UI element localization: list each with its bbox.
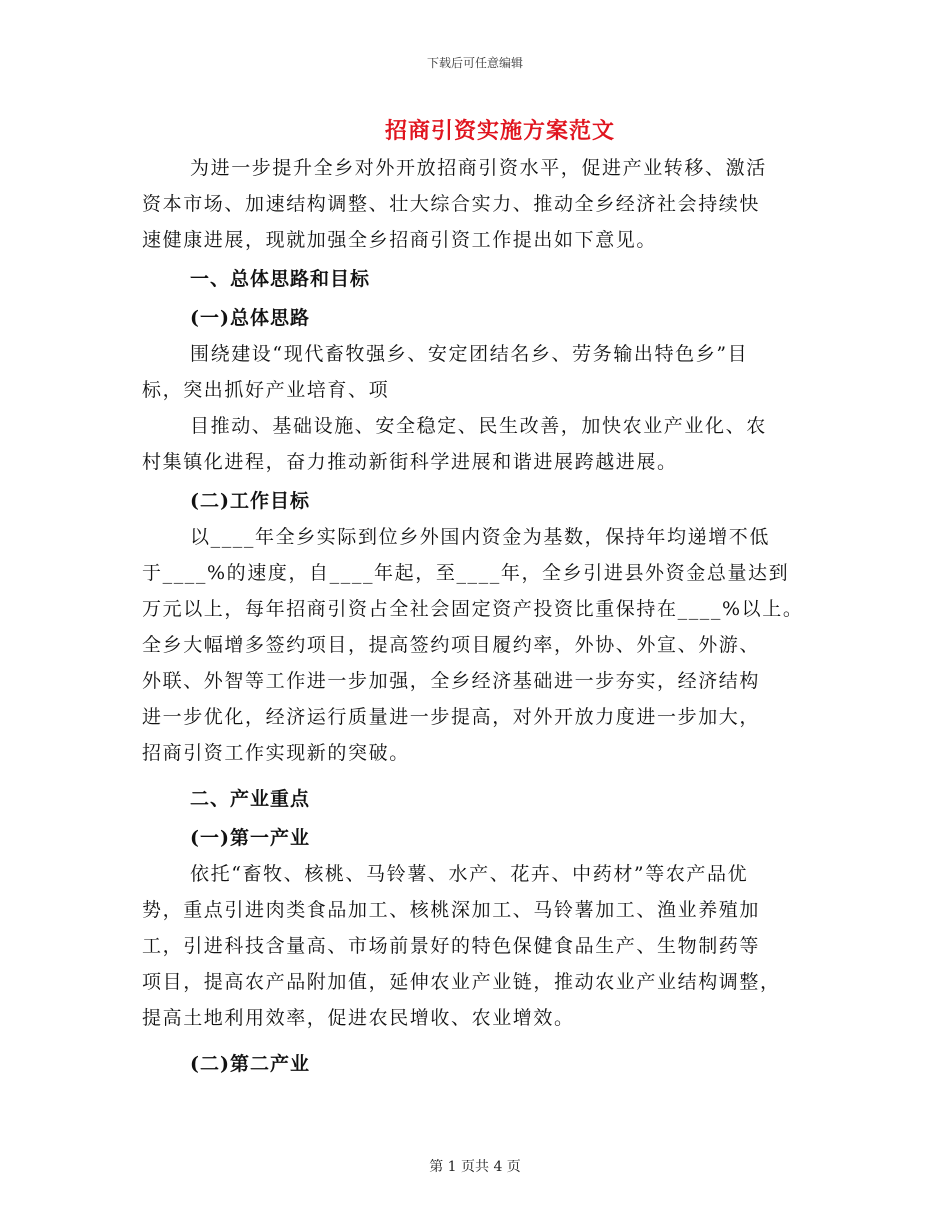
paragraph-line: 全乡大幅增多签约项目，提高签约项目履约率，外协、外宣、外游、	[142, 634, 761, 656]
header-note: 下载后可任意编辑	[426, 56, 523, 70]
paragraph-line: 村集镇化进程，奋力推动新街科学进展和谐进展跨越进展。	[142, 451, 678, 473]
paragraph-line: 以____年全乡实际到位乡外国内资金为基数，保持年均递增不低	[190, 526, 771, 548]
subsection-heading: (一)总体思路	[190, 307, 310, 329]
paragraph-line: 势，重点引进肉类食品加工、核桃深加工、马铃薯加工、渔业养殖加	[142, 899, 761, 921]
paragraph-line: 于____%的速度，自____年起，至____年，全乡引进县外资金总量达到	[142, 562, 790, 584]
paragraph-line: 项目，提高农产品附加值，延伸农业产业链，推动农业产业结构调整，	[142, 971, 781, 993]
paragraph-line: 提高土地利用效率，促进农民增收、农业增效。	[142, 1007, 575, 1029]
document-body	[142, 150, 822, 1082]
section-heading: 一、总体思路和目标	[190, 268, 371, 290]
page-indicator: 第 1 页共 4 页	[429, 1159, 521, 1175]
paragraph-line: 工，引进科技含量高、市场前景好的特色保健食品生产、生物制药等	[142, 935, 761, 957]
subsection-heading: (二)第二产业	[190, 1053, 310, 1075]
subsection-heading: (二)工作目标	[190, 490, 310, 512]
paragraph-line: 围绕建设“现代畜牧强乡、安定团结名乡、劳务输出特色乡”目	[190, 343, 749, 365]
subsection-heading: (一)第一产业	[190, 827, 310, 849]
paragraph-line: 外联、外智等工作进一步加强，全乡经济基础进一步夯实，经济结构	[142, 670, 761, 692]
intro-line: 资本市场、加速结构调整、壮大综合实力、推动全乡经济社会持续快	[142, 193, 761, 215]
paragraph-line: 标，突出抓好产业培育、项	[142, 379, 390, 401]
document-title: 招商引资实施方案范文	[384, 118, 615, 144]
section-heading: 二、产业重点	[190, 788, 311, 810]
paragraph-line: 目推动、基础设施、安全稳定、民生改善，加快农业产业化、农	[190, 415, 767, 437]
intro-line: 速健康进展，现就加强全乡招商引资工作提出如下意见。	[142, 229, 658, 251]
paragraph-line: 万元以上，每年招商引资占全社会固定资产投资比重保持在____%以上。	[142, 598, 804, 620]
paragraph-line: 招商引资工作实现新的突破。	[142, 742, 410, 764]
paragraph-line: 进一步优化，经济运行质量进一步提高，对外开放力度进一步加大，	[142, 706, 761, 728]
intro-line: 为进一步提升全乡对外开放招商引资水平，促进产业转移、激活	[190, 157, 767, 179]
paragraph-line: 依托“畜牧、核桃、马铃薯、水产、花卉、中药材”等农产品优	[190, 863, 749, 885]
